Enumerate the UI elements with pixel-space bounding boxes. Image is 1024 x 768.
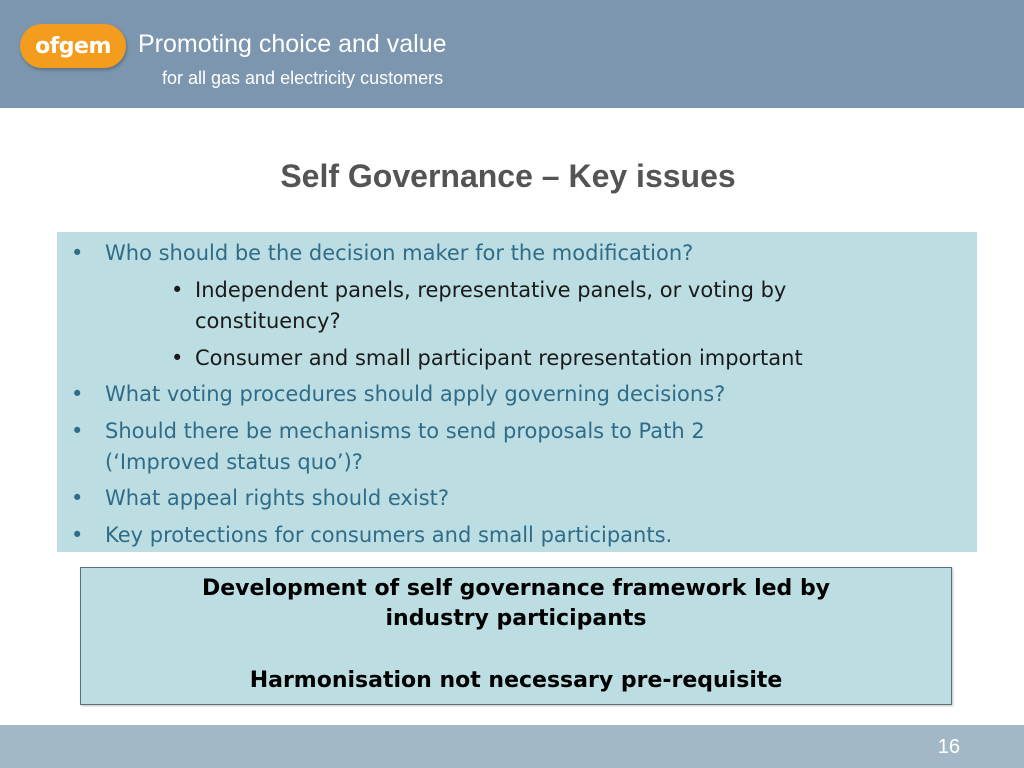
issue-text: Who should be the decision maker for the modification? xyxy=(105,241,694,265)
bullet-glyph: • xyxy=(71,419,84,443)
issue-text: What voting procedures should apply governing decisions? xyxy=(105,382,726,406)
sub-issue-bullet xyxy=(171,343,803,374)
bullet-glyph: • xyxy=(71,486,84,510)
summary-line: Development of self governance framework led by xyxy=(201,576,831,601)
slide-title: Self Governance – Key issues xyxy=(280,158,736,194)
issue-bullet xyxy=(71,238,694,269)
tagline-primary: Promoting choice and value xyxy=(138,30,447,58)
summary-line: industry participants xyxy=(385,606,647,631)
bullet-glyph: • xyxy=(71,241,84,265)
issue-text-continuation: (‘Improved status quo’)? xyxy=(105,450,363,474)
issue-text: Key protections for consumers and small participants. xyxy=(105,523,673,547)
tagline-secondary: for all gas and electricity customers xyxy=(162,68,444,88)
sub-issue-text-continuation: constituency? xyxy=(195,309,341,333)
issue-text: What appeal rights should exist? xyxy=(105,486,450,510)
slide-footer xyxy=(0,725,1024,768)
sub-issue-text: Consumer and small participant representation important xyxy=(195,346,803,370)
issue-bullet xyxy=(71,416,705,478)
slide-header xyxy=(0,0,1024,108)
bullet-glyph: • xyxy=(171,346,184,370)
bullet-glyph: • xyxy=(71,382,84,406)
summary-box xyxy=(80,567,952,705)
issue-bullet xyxy=(71,520,673,551)
issue-bullet xyxy=(71,483,450,514)
issue-bullet xyxy=(71,379,726,410)
summary-line: Harmonisation not necessary pre-requisite xyxy=(249,668,783,693)
key-issues-panel xyxy=(57,232,977,552)
logo-text: ofgem xyxy=(35,33,111,59)
sub-issue-bullet xyxy=(171,275,787,337)
issue-text: Should there be mechanisms to send proposals to Path 2 xyxy=(105,419,705,443)
sub-issue-text: Independent panels, representative panels, or voting by xyxy=(195,278,787,302)
page-number: 16 xyxy=(937,736,960,758)
bullet-glyph: • xyxy=(71,523,84,547)
ofgem-logo xyxy=(20,24,126,68)
bullet-glyph: • xyxy=(171,278,184,302)
